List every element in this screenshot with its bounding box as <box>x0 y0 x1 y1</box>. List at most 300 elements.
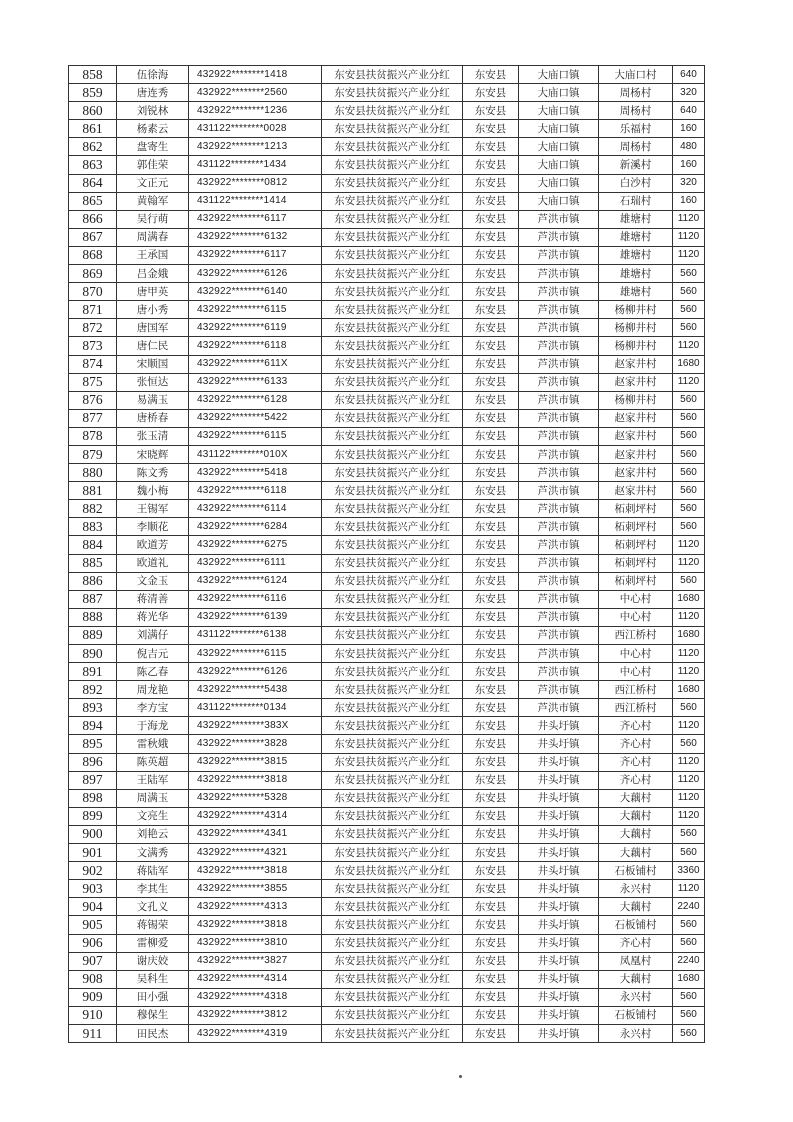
village-cell: 赵家井村 <box>599 445 673 463</box>
project-name-cell: 东安县扶贫振兴产业分红 <box>322 572 463 590</box>
county-cell: 东安县 <box>463 699 519 717</box>
amount-cell: 1120 <box>673 337 705 355</box>
project-name-cell: 东安县扶贫振兴产业分红 <box>322 825 463 843</box>
county-cell: 东安县 <box>463 210 519 228</box>
id-number-cell: 432922********6119 <box>189 319 322 337</box>
row-number-cell: 896 <box>69 753 117 771</box>
amount-cell: 560 <box>673 500 705 518</box>
project-name-cell: 东安县扶贫振兴产业分红 <box>322 518 463 536</box>
recipient-name-cell: 杨素云 <box>117 120 189 138</box>
id-number-cell: 432922********6115 <box>189 427 322 445</box>
county-cell: 东安县 <box>463 500 519 518</box>
table-row <box>69 916 705 934</box>
recipient-name-cell: 黄翰军 <box>117 192 189 210</box>
village-cell: 西江桥村 <box>599 626 673 644</box>
project-name-cell: 东安县扶贫振兴产业分红 <box>322 355 463 373</box>
row-number-cell: 868 <box>69 246 117 264</box>
id-number-cell: 432922********4314 <box>189 807 322 825</box>
town-cell: 大庙口镇 <box>519 192 599 210</box>
town-cell: 芦洪市镇 <box>519 283 599 301</box>
id-number-cell: 432922********4319 <box>189 1024 322 1042</box>
row-number-cell: 887 <box>69 590 117 608</box>
recipient-name-cell: 刘艳云 <box>117 825 189 843</box>
town-cell: 井头圩镇 <box>519 970 599 988</box>
village-cell: 赵家井村 <box>599 355 673 373</box>
recipient-name-cell: 蒋锡荣 <box>117 916 189 934</box>
county-cell: 东安县 <box>463 246 519 264</box>
county-cell: 东安县 <box>463 753 519 771</box>
amount-cell: 560 <box>673 934 705 952</box>
id-number-cell: 432922********6133 <box>189 373 322 391</box>
town-cell: 井头圩镇 <box>519 952 599 970</box>
village-cell: 雄塘村 <box>599 265 673 283</box>
town-cell: 芦洪市镇 <box>519 319 599 337</box>
county-cell: 东安县 <box>463 138 519 156</box>
table-row <box>69 753 705 771</box>
table-row <box>69 536 705 554</box>
row-number-cell: 878 <box>69 427 117 445</box>
village-cell: 西江桥村 <box>599 681 673 699</box>
amount-cell: 1120 <box>673 608 705 626</box>
table-row <box>69 518 705 536</box>
town-cell: 芦洪市镇 <box>519 500 599 518</box>
recipient-name-cell: 陈文秀 <box>117 464 189 482</box>
id-number-cell: 432922********3828 <box>189 735 322 753</box>
town-cell: 芦洪市镇 <box>519 355 599 373</box>
county-cell: 东安县 <box>463 717 519 735</box>
recipient-name-cell: 文满秀 <box>117 844 189 862</box>
county-cell: 东安县 <box>463 373 519 391</box>
id-number-cell: 432922********5422 <box>189 409 322 427</box>
village-cell: 石瑞村 <box>599 192 673 210</box>
project-name-cell: 东安县扶贫振兴产业分红 <box>322 735 463 753</box>
table-row <box>69 138 705 156</box>
village-cell: 白沙村 <box>599 174 673 192</box>
row-number-cell: 895 <box>69 735 117 753</box>
table-row <box>69 1024 705 1042</box>
row-number-cell: 864 <box>69 174 117 192</box>
town-cell: 大庙口镇 <box>519 84 599 102</box>
table-row <box>69 626 705 644</box>
town-cell: 芦洪市镇 <box>519 626 599 644</box>
row-number-cell: 890 <box>69 645 117 663</box>
dividend-table <box>68 65 705 1043</box>
id-number-cell: 432922********1236 <box>189 102 322 120</box>
project-name-cell: 东安县扶贫振兴产业分红 <box>322 717 463 735</box>
project-name-cell: 东安县扶贫振兴产业分红 <box>322 373 463 391</box>
recipient-name-cell: 宋顺国 <box>117 355 189 373</box>
row-number-cell: 861 <box>69 120 117 138</box>
table-row <box>69 355 705 373</box>
village-cell: 赵家井村 <box>599 373 673 391</box>
town-cell: 芦洪市镇 <box>519 373 599 391</box>
row-number-cell: 870 <box>69 283 117 301</box>
amount-cell: 560 <box>673 445 705 463</box>
amount-cell: 560 <box>673 301 705 319</box>
town-cell: 井头圩镇 <box>519 934 599 952</box>
town-cell: 井头圩镇 <box>519 880 599 898</box>
town-cell: 芦洪市镇 <box>519 518 599 536</box>
village-cell: 大藕村 <box>599 807 673 825</box>
amount-cell: 1120 <box>673 373 705 391</box>
recipient-name-cell: 蒋光华 <box>117 608 189 626</box>
row-number-cell: 872 <box>69 319 117 337</box>
village-cell: 大藕村 <box>599 789 673 807</box>
id-number-cell: 432922********6117 <box>189 210 322 228</box>
recipient-name-cell: 欧道芳 <box>117 536 189 554</box>
row-number-cell: 867 <box>69 228 117 246</box>
id-number-cell: 432922********4321 <box>189 844 322 862</box>
amount-cell: 1120 <box>673 753 705 771</box>
project-name-cell: 东安县扶贫振兴产业分红 <box>322 988 463 1006</box>
county-cell: 东安县 <box>463 681 519 699</box>
amount-cell: 560 <box>673 699 705 717</box>
id-number-cell: 432922********6126 <box>189 265 322 283</box>
town-cell: 芦洪市镇 <box>519 427 599 445</box>
amount-cell: 1680 <box>673 626 705 644</box>
amount-cell: 1120 <box>673 663 705 681</box>
village-cell: 凤凰村 <box>599 952 673 970</box>
table-row <box>69 825 705 843</box>
town-cell: 芦洪市镇 <box>519 228 599 246</box>
recipient-name-cell: 于海龙 <box>117 717 189 735</box>
project-name-cell: 东安县扶贫振兴产业分红 <box>322 66 463 84</box>
recipient-name-cell: 陈英超 <box>117 753 189 771</box>
table-row <box>69 84 705 102</box>
recipient-name-cell: 王承国 <box>117 246 189 264</box>
county-cell: 东安县 <box>463 844 519 862</box>
town-cell: 井头圩镇 <box>519 717 599 735</box>
id-number-cell: 432922********6284 <box>189 518 322 536</box>
recipient-name-cell: 唐桥春 <box>117 409 189 427</box>
row-number-cell: 869 <box>69 265 117 283</box>
town-cell: 芦洪市镇 <box>519 645 599 663</box>
project-name-cell: 东安县扶贫振兴产业分红 <box>322 898 463 916</box>
table-row <box>69 681 705 699</box>
table-row <box>69 735 705 753</box>
village-cell: 柘刺坪村 <box>599 500 673 518</box>
recipient-name-cell: 周满玉 <box>117 789 189 807</box>
recipient-name-cell: 唐连秀 <box>117 84 189 102</box>
recipient-name-cell: 唐仁民 <box>117 337 189 355</box>
id-number-cell: 432922********6114 <box>189 500 322 518</box>
recipient-name-cell: 李顺花 <box>117 518 189 536</box>
recipient-name-cell: 文亮生 <box>117 807 189 825</box>
town-cell: 芦洪市镇 <box>519 663 599 681</box>
county-cell: 东安县 <box>463 319 519 337</box>
table-row <box>69 337 705 355</box>
row-number-cell: 884 <box>69 536 117 554</box>
project-name-cell: 东安县扶贫振兴产业分红 <box>322 934 463 952</box>
row-number-cell: 900 <box>69 825 117 843</box>
recipient-name-cell: 张玉清 <box>117 427 189 445</box>
county-cell: 东安县 <box>463 626 519 644</box>
row-number-cell: 911 <box>69 1024 117 1042</box>
town-cell: 芦洪市镇 <box>519 590 599 608</box>
table-body <box>69 66 705 1043</box>
project-name-cell: 东安县扶贫振兴产业分红 <box>322 464 463 482</box>
recipient-name-cell: 穆保生 <box>117 1006 189 1024</box>
recipient-name-cell: 唐国军 <box>117 319 189 337</box>
amount-cell: 2240 <box>673 952 705 970</box>
village-cell: 杨柳井村 <box>599 319 673 337</box>
county-cell: 东安县 <box>463 608 519 626</box>
recipient-name-cell: 唐小秀 <box>117 301 189 319</box>
id-number-cell: 431122********010X <box>189 445 322 463</box>
id-number-cell: 432922********6128 <box>189 391 322 409</box>
id-number-cell: 432922********6117 <box>189 246 322 264</box>
table-row <box>69 192 705 210</box>
county-cell: 东安县 <box>463 283 519 301</box>
village-cell: 中心村 <box>599 608 673 626</box>
project-name-cell: 东安县扶贫振兴产业分红 <box>322 663 463 681</box>
amount-cell: 1120 <box>673 536 705 554</box>
town-cell: 井头圩镇 <box>519 1024 599 1042</box>
amount-cell: 160 <box>673 156 705 174</box>
county-cell: 东安县 <box>463 771 519 789</box>
county-cell: 东安县 <box>463 464 519 482</box>
row-number-cell: 874 <box>69 355 117 373</box>
town-cell: 芦洪市镇 <box>519 301 599 319</box>
town-cell: 芦洪市镇 <box>519 464 599 482</box>
town-cell: 芦洪市镇 <box>519 536 599 554</box>
recipient-name-cell: 易满玉 <box>117 391 189 409</box>
table-row <box>69 934 705 952</box>
row-number-cell: 908 <box>69 970 117 988</box>
county-cell: 东安县 <box>463 825 519 843</box>
row-number-cell: 904 <box>69 898 117 916</box>
row-number-cell: 888 <box>69 608 117 626</box>
village-cell: 石板铺村 <box>599 916 673 934</box>
county-cell: 东安县 <box>463 66 519 84</box>
project-name-cell: 东安县扶贫振兴产业分红 <box>322 391 463 409</box>
project-name-cell: 东安县扶贫振兴产业分红 <box>322 536 463 554</box>
row-number-cell: 906 <box>69 934 117 952</box>
recipient-name-cell: 倪吉元 <box>117 645 189 663</box>
table-row <box>69 645 705 663</box>
village-cell: 中心村 <box>599 645 673 663</box>
recipient-name-cell: 周龙艳 <box>117 681 189 699</box>
amount-cell: 560 <box>673 518 705 536</box>
village-cell: 中心村 <box>599 590 673 608</box>
county-cell: 东安县 <box>463 228 519 246</box>
village-cell: 杨柳井村 <box>599 391 673 409</box>
table-row <box>69 554 705 572</box>
table-row <box>69 246 705 264</box>
town-cell: 芦洪市镇 <box>519 482 599 500</box>
id-number-cell: 432922********5438 <box>189 681 322 699</box>
row-number-cell: 889 <box>69 626 117 644</box>
amount-cell: 2240 <box>673 898 705 916</box>
town-cell: 井头圩镇 <box>519 844 599 862</box>
id-number-cell: 432922********3810 <box>189 934 322 952</box>
village-cell: 大庙口村 <box>599 66 673 84</box>
id-number-cell: 432922********3818 <box>189 771 322 789</box>
recipient-name-cell: 田小强 <box>117 988 189 1006</box>
row-number-cell: 860 <box>69 102 117 120</box>
amount-cell: 1120 <box>673 880 705 898</box>
town-cell: 井头圩镇 <box>519 825 599 843</box>
town-cell: 大庙口镇 <box>519 66 599 84</box>
project-name-cell: 东安县扶贫振兴产业分红 <box>322 699 463 717</box>
county-cell: 东安县 <box>463 1006 519 1024</box>
id-number-cell: 432922********3812 <box>189 1006 322 1024</box>
project-name-cell: 东安县扶贫振兴产业分红 <box>322 156 463 174</box>
project-name-cell: 东安县扶贫振兴产业分红 <box>322 1006 463 1024</box>
row-number-cell: 865 <box>69 192 117 210</box>
id-number-cell: 432922********6124 <box>189 572 322 590</box>
village-cell: 杨柳井村 <box>599 301 673 319</box>
table-row <box>69 156 705 174</box>
amount-cell: 560 <box>673 916 705 934</box>
town-cell: 井头圩镇 <box>519 1006 599 1024</box>
table-row <box>69 210 705 228</box>
row-number-cell: 909 <box>69 988 117 1006</box>
recipient-name-cell: 唐甲英 <box>117 283 189 301</box>
county-cell: 东安县 <box>463 102 519 120</box>
table-row <box>69 102 705 120</box>
town-cell: 井头圩镇 <box>519 862 599 880</box>
amount-cell: 3360 <box>673 862 705 880</box>
table-row <box>69 898 705 916</box>
village-cell: 永兴村 <box>599 988 673 1006</box>
id-number-cell: 432922********6118 <box>189 482 322 500</box>
recipient-name-cell: 吴行萌 <box>117 210 189 228</box>
id-number-cell: 432922********1418 <box>189 66 322 84</box>
project-name-cell: 东安县扶贫振兴产业分红 <box>322 1024 463 1042</box>
project-name-cell: 东安县扶贫振兴产业分红 <box>322 590 463 608</box>
amount-cell: 560 <box>673 427 705 445</box>
row-number-cell: 903 <box>69 880 117 898</box>
row-number-cell: 898 <box>69 789 117 807</box>
table-row <box>69 500 705 518</box>
county-cell: 东安县 <box>463 265 519 283</box>
village-cell: 柘刺坪村 <box>599 518 673 536</box>
project-name-cell: 东安县扶贫振兴产业分红 <box>322 138 463 156</box>
amount-cell: 1120 <box>673 771 705 789</box>
county-cell: 东安县 <box>463 84 519 102</box>
village-cell: 永兴村 <box>599 1024 673 1042</box>
town-cell: 芦洪市镇 <box>519 554 599 572</box>
amount-cell: 560 <box>673 735 705 753</box>
town-cell: 芦洪市镇 <box>519 608 599 626</box>
county-cell: 东安县 <box>463 590 519 608</box>
id-number-cell: 432922********6140 <box>189 283 322 301</box>
recipient-name-cell: 宋晓辉 <box>117 445 189 463</box>
county-cell: 东安县 <box>463 789 519 807</box>
county-cell: 东安县 <box>463 301 519 319</box>
project-name-cell: 东安县扶贫振兴产业分红 <box>322 210 463 228</box>
table-row <box>69 663 705 681</box>
amount-cell: 1120 <box>673 210 705 228</box>
table-row <box>69 880 705 898</box>
village-cell: 赵家井村 <box>599 464 673 482</box>
amount-cell: 320 <box>673 174 705 192</box>
town-cell: 井头圩镇 <box>519 807 599 825</box>
project-name-cell: 东安县扶贫振兴产业分红 <box>322 482 463 500</box>
table-row <box>69 445 705 463</box>
table-row <box>69 265 705 283</box>
recipient-name-cell: 刘锐林 <box>117 102 189 120</box>
id-number-cell: 432922********0812 <box>189 174 322 192</box>
project-name-cell: 东安县扶贫振兴产业分红 <box>322 880 463 898</box>
village-cell: 周杨村 <box>599 138 673 156</box>
row-number-cell: 899 <box>69 807 117 825</box>
row-number-cell: 883 <box>69 518 117 536</box>
amount-cell: 320 <box>673 84 705 102</box>
amount-cell: 1120 <box>673 807 705 825</box>
county-cell: 东安县 <box>463 409 519 427</box>
county-cell: 东安县 <box>463 192 519 210</box>
id-number-cell: 431122********0028 <box>189 120 322 138</box>
id-number-cell: 431122********6138 <box>189 626 322 644</box>
id-number-cell: 432922********383X <box>189 717 322 735</box>
table-row <box>69 427 705 445</box>
town-cell: 大庙口镇 <box>519 138 599 156</box>
village-cell: 雄塘村 <box>599 246 673 264</box>
row-number-cell: 885 <box>69 554 117 572</box>
row-number-cell: 862 <box>69 138 117 156</box>
recipient-name-cell: 蒋清善 <box>117 590 189 608</box>
project-name-cell: 东安县扶贫振兴产业分红 <box>322 626 463 644</box>
town-cell: 井头圩镇 <box>519 753 599 771</box>
project-name-cell: 东安县扶贫振兴产业分红 <box>322 645 463 663</box>
table-row <box>69 66 705 84</box>
table-row <box>69 1006 705 1024</box>
village-cell: 大藕村 <box>599 844 673 862</box>
town-cell: 芦洪市镇 <box>519 391 599 409</box>
village-cell: 杨柳井村 <box>599 337 673 355</box>
id-number-cell: 432922********3818 <box>189 916 322 934</box>
project-name-cell: 东安县扶贫振兴产业分红 <box>322 84 463 102</box>
county-cell: 东安县 <box>463 862 519 880</box>
amount-cell: 160 <box>673 120 705 138</box>
project-name-cell: 东安县扶贫振兴产业分红 <box>322 409 463 427</box>
recipient-name-cell: 欧道礼 <box>117 554 189 572</box>
village-cell: 新溪村 <box>599 156 673 174</box>
town-cell: 芦洪市镇 <box>519 681 599 699</box>
village-cell: 赵家井村 <box>599 482 673 500</box>
village-cell: 大藕村 <box>599 825 673 843</box>
row-number-cell: 866 <box>69 210 117 228</box>
county-cell: 东安县 <box>463 735 519 753</box>
county-cell: 东安县 <box>463 445 519 463</box>
project-name-cell: 东安县扶贫振兴产业分红 <box>322 753 463 771</box>
id-number-cell: 432922********4341 <box>189 825 322 843</box>
id-number-cell: 432922********6126 <box>189 663 322 681</box>
project-name-cell: 东安县扶贫振兴产业分红 <box>322 554 463 572</box>
table-row <box>69 464 705 482</box>
row-number-cell: 891 <box>69 663 117 681</box>
id-number-cell: 432922********6118 <box>189 337 322 355</box>
village-cell: 齐心村 <box>599 717 673 735</box>
project-name-cell: 东安县扶贫振兴产业分红 <box>322 844 463 862</box>
amount-cell: 480 <box>673 138 705 156</box>
id-number-cell: 431122********1434 <box>189 156 322 174</box>
recipient-name-cell: 刘满仔 <box>117 626 189 644</box>
table-row <box>69 590 705 608</box>
row-number-cell: 858 <box>69 66 117 84</box>
table-row <box>69 970 705 988</box>
project-name-cell: 东安县扶贫振兴产业分红 <box>322 228 463 246</box>
recipient-name-cell: 文金玉 <box>117 572 189 590</box>
town-cell: 芦洪市镇 <box>519 265 599 283</box>
row-number-cell: 873 <box>69 337 117 355</box>
recipient-name-cell: 陈乙春 <box>117 663 189 681</box>
amount-cell: 160 <box>673 192 705 210</box>
town-cell: 芦洪市镇 <box>519 699 599 717</box>
town-cell: 井头圩镇 <box>519 735 599 753</box>
